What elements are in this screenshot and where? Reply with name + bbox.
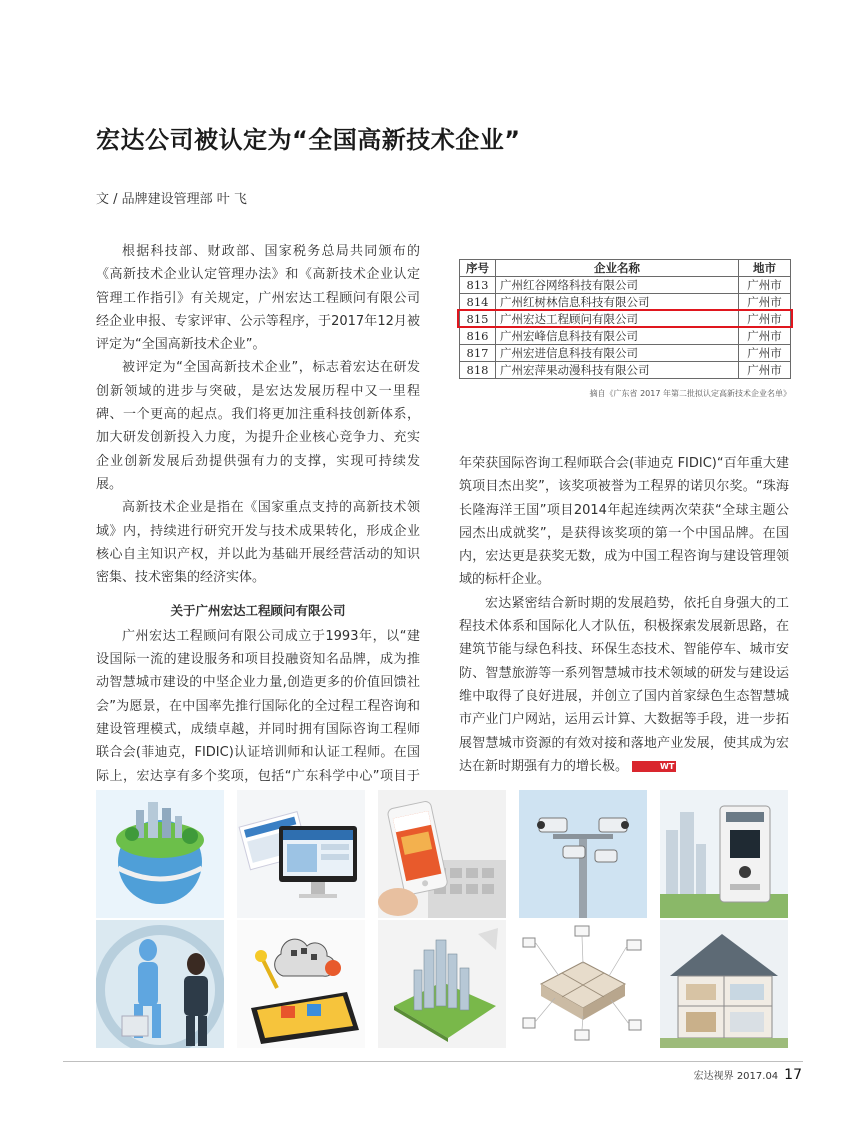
page-number: 17	[784, 1067, 802, 1083]
paragraph-2: 被评定为“全国高新技术企业”，标志着宏达在研发创新领域的进步与突破，是宏达发展历程中又一里程碑、一个更高的起点。我们将更加注重科技创新体系，加大研发创新投入力度，为提升企业核心竞争力、充实企业创新发展后劲提供强有力的支撑，实现可持续发展。	[96, 360, 420, 492]
table-row	[460, 345, 791, 362]
header-company: 企业名称	[496, 260, 739, 277]
row-city: 广州市	[739, 311, 791, 328]
table-header-row	[460, 260, 791, 277]
row-number: 817	[460, 345, 496, 362]
page-footer	[694, 1067, 802, 1083]
row-number: 818	[460, 362, 496, 379]
row-number: 815	[460, 311, 496, 328]
paragraph-3: 高新技术企业是指在《国家重点支持的高新技术领域》内，持续进行研究开发与技术成果转化，形成企业核心自主知识产权，并以此为基础开展经营活动的知识密集、技术密集的经济实体。	[96, 500, 420, 586]
row-number: 814	[460, 294, 496, 311]
smartphone-keyboard-image	[378, 790, 506, 918]
closing-paragraph	[459, 592, 789, 778]
header-number: 序号	[460, 260, 496, 277]
row-city: 广州市	[739, 345, 791, 362]
smart-city-globe-image	[96, 790, 224, 918]
table-row-highlighted	[460, 311, 791, 328]
publication-name: 宏达视界 2017.04	[693, 1071, 779, 1082]
article-byline: 文 / 品牌建设管理部 叶 飞	[96, 192, 247, 207]
continued-paragraph: 年荣获国际咨询工程师联合会(菲迪克 FIDIC)“百年重大建筑项目杰出奖”，该奖项被誉为工程界的诺贝尔奖。“珠海长隆海洋王国”项目2014年起连续两次荣获“全球主题公园杰出成就奖”，是获得该奖项的第一个中国品牌。在国内，宏达更是获奖无数，成为中国工程咨询与建设管理领域的标杆企业。	[459, 456, 789, 588]
charging-station-image	[660, 790, 788, 918]
table-caption: 摘自《广东省 2017 年第二批拟认定高新技术企业名单》	[589, 389, 791, 398]
closing-paragraph-text: 宏达紧密结合新时期的发展趋势，依托自身强大的工程技术体系和国际化人才队伍，积极探索发展新思路，在建筑节能与绿色科技、环保生态技术、智能停车、城市安防、智慧旅游等一系列智慧城市技术领域的研发与建设运维中取得了良好进展，并创立了国内首家绿色生态智慧城市产业门户网站，运用云计算、大数据等手段，进一步拓展智慧城市资源的有效对接和落地产业发展，使其成为宏达在新时期强有力的增长极。	[459, 595, 789, 774]
row-number: 816	[460, 328, 496, 345]
row-number: 813	[460, 277, 496, 294]
row-company: 广州红树林信息科技有限公司	[496, 294, 739, 311]
footer-rule	[63, 1061, 803, 1062]
row-company: 广州宏达工程顾问有限公司	[496, 311, 739, 328]
security-camera-image	[519, 790, 647, 918]
article-title: 宏达公司被认定为“全国高新技术企业”	[96, 126, 521, 154]
row-city: 广州市	[739, 362, 791, 379]
table-row	[460, 362, 791, 379]
table-row	[460, 294, 791, 311]
web-portal-monitor-image	[237, 790, 365, 918]
row-city: 广州市	[739, 328, 791, 345]
city-model-on-map-image	[378, 920, 506, 1048]
tablet-cloud-icons-image	[237, 920, 365, 1048]
row-company: 广州宏峰信息科技有限公司	[496, 328, 739, 345]
row-company: 广州宏进信息科技有限公司	[496, 345, 739, 362]
header-city: 地市	[739, 260, 791, 277]
table-row	[460, 328, 791, 345]
left-column	[96, 240, 420, 811]
enterprise-list-table	[459, 259, 791, 398]
row-city: 广州市	[739, 277, 791, 294]
row-company: 广州红谷网络科技有限公司	[496, 277, 739, 294]
medical-scanner-image	[96, 920, 224, 1048]
end-mark-badge: WT	[632, 761, 676, 772]
house-cutaway-image	[660, 920, 788, 1048]
table-row	[460, 277, 791, 294]
paragraph-1: 根据科技部、财政部、国家税务总局共同颁布的《高新技术企业认定管理办法》和《高新技术企业认定管理工作指引》有关规定，广州宏达工程顾问有限公司经企业申报、专家评审、公示等程序，于2017年12月被评定为“全国高新技术企业”。	[96, 244, 420, 353]
row-city: 广州市	[739, 294, 791, 311]
row-company: 广州宏萍果动漫科技有限公司	[496, 362, 739, 379]
smart-home-floorplan-image	[519, 920, 647, 1048]
about-paragraph: 广州宏达工程顾问有限公司成立于1993年，以“建设国际一流的建设服务和项目投融资知名品牌，成为推动智慧城市建设的中坚企业力量,创造更多的价值回馈社会”为愿景，在中国率先推行国际化的全过程工程咨询和建设管理模式，成绩卓越，并同时拥有国际咨询工程师联合会(菲迪克，FIDIC)认证培训师和认证工程师。在国际上，宏达享有多个奖项，包括“广东科学中心”项目于	[96, 628, 420, 784]
right-column	[459, 452, 789, 778]
about-heading: 关于广州宏达工程顾问有限公司	[170, 603, 346, 619]
